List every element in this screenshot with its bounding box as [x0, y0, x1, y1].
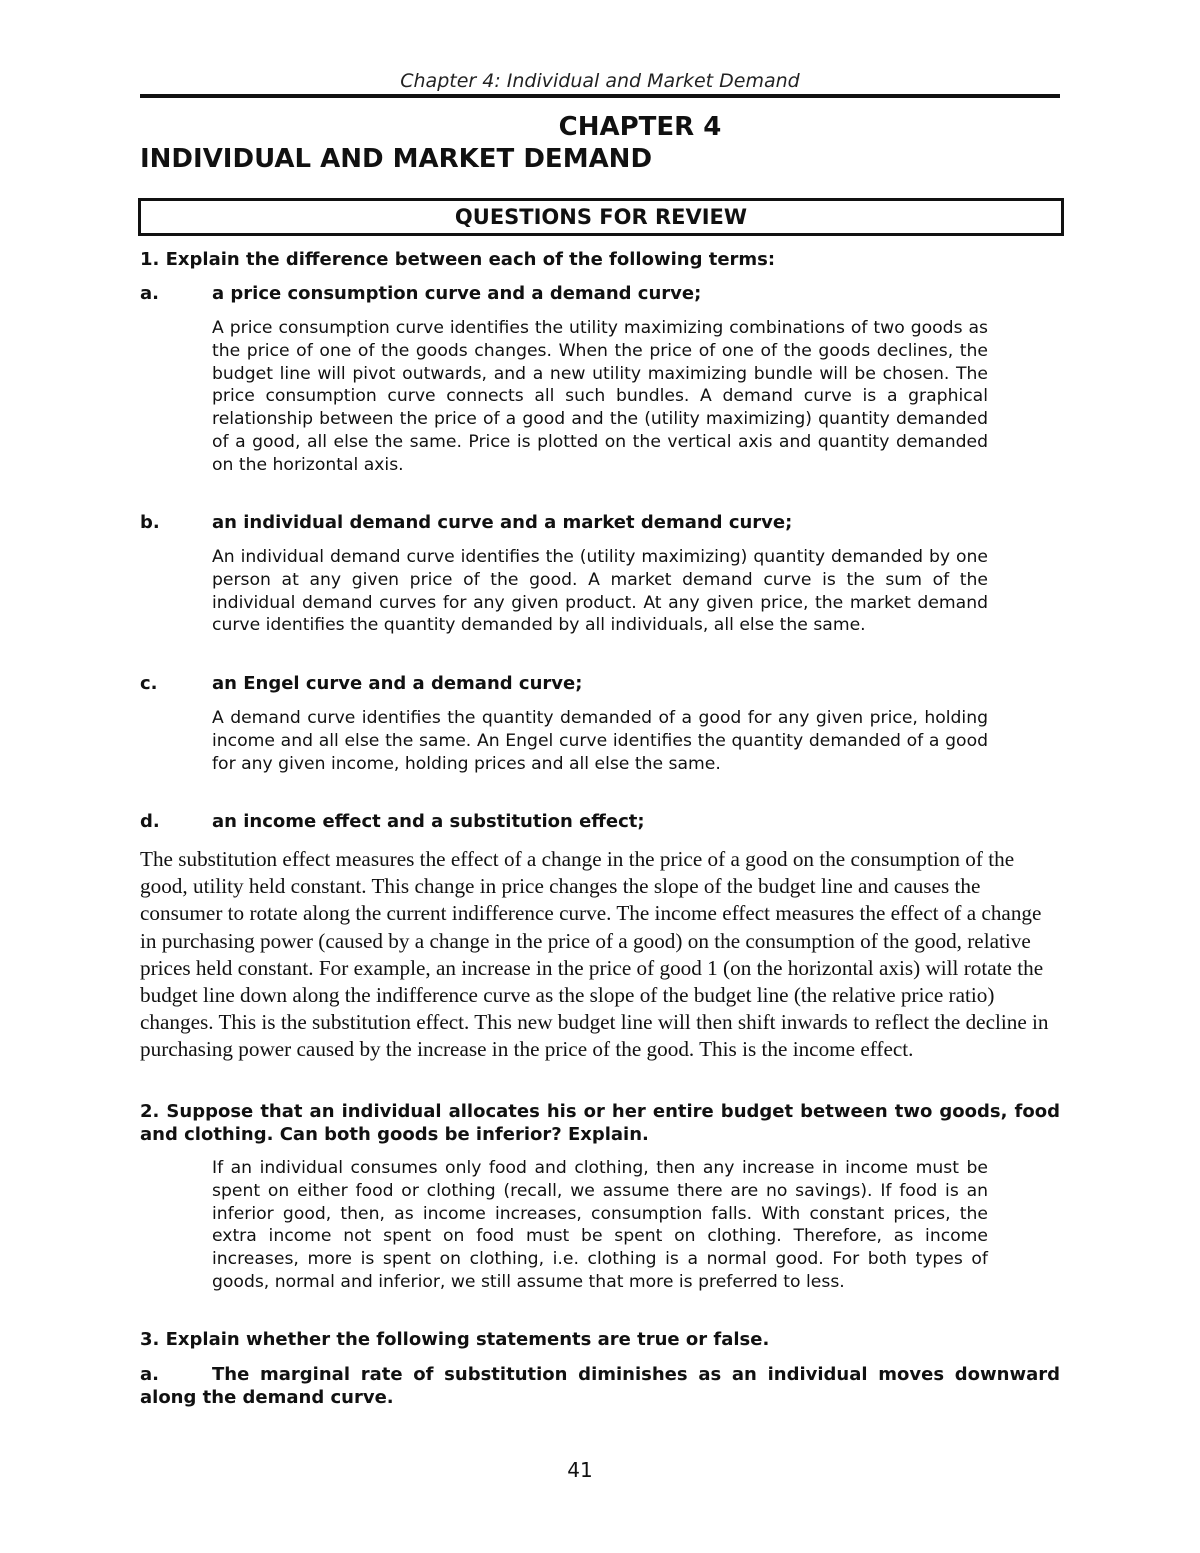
header-rule [140, 94, 1060, 98]
question-1d-prompt [140, 810, 1060, 833]
answer-1a: A price consumption curve identifies the utility maximizing combinations of two goods as the price of one of the goods changes. When the price of one of the goods declines, the budget line will pivot outwards, and a new utility maximizing bundle will be chosen. The price consumption curve connects all such bundles. A demand curve is a graphical relationship between the price of a good and the (utility maximizing) quantity demanded of a good, all else the same. Price is plotted on the vertical axis and quantity demanded on the horizontal axis. [212, 318, 988, 475]
question-1: 1. Explain the difference between each of the following terms: [140, 249, 776, 270]
question-1c-letter: c. [140, 673, 158, 694]
question-1b-letter: b. [140, 512, 160, 533]
question-1b-text: an individual demand curve and a market demand curve; [212, 512, 793, 533]
question-3: 3. Explain whether the following statements are true or false. [140, 1329, 770, 1350]
question-1d-letter: d. [140, 811, 160, 832]
question-1c-prompt [140, 672, 1060, 695]
question-1a-letter: a. [140, 283, 159, 304]
question-1a-prompt [140, 282, 1060, 305]
chapter-number: CHAPTER 4 [558, 112, 722, 142]
question-1d-text: an income effect and a substitution effect; [212, 811, 645, 832]
page-number: 41 [567, 1458, 593, 1482]
question-3a-prompt [140, 1363, 1060, 1409]
running-header: Chapter 4: Individual and Market Demand [400, 70, 800, 92]
question-3a-text: The marginal rate of substitution diminishes as an individual moves downward along the demand curve. [140, 1364, 1060, 1408]
answer-1c: A demand curve identifies the quantity demanded of a good for any given price, holding income and all else the same. An Engel curve identifies the quantity demanded of a good for any given income, holding prices and all else the same. [212, 708, 988, 774]
chapter-title: INDIVIDUAL AND MARKET DEMAND [140, 144, 653, 174]
question-1c-text: an Engel curve and a demand curve; [212, 673, 583, 694]
answer-1d: The substitution effect measures the effect of a change in the price of a good on the consumption of the good, utility held constant. This change in price changes the slope of the budget line and causes the consumer to rotate along the current indifference curve. The income effect measures the effect of a change in purchasing power (caused by a change in the price of a good) on the consumption of the good, relative prices held constant. For example, an increase in the price of good 1 (on the horizontal axis) will rotate the budget line down along the indifference curve as the slope of the budget line (the relative price ratio) changes. This is the substitution effect. This new budget line will then shift inwards to reflect the decline in purchasing power caused by the increase in the price of the good. This is the income effect. [140, 847, 1049, 1062]
answer-2: If an individual consumes only food and clothing, then any increase in income must be spent on either food or clothing (recall, we assume there are no savings). If food is an inferior good, then, as income increases, consumption falls. With constant prices, the extra income not spent on food must be spent on clothing. Therefore, as income increases, more is spent on clothing, i.e. clothing is a normal good. For both types of goods, normal and inferior, we still assume that more is preferred to less. [212, 1158, 988, 1292]
question-2: 2. Suppose that an individual allocates his or her entire budget between two goods, food and clothing. Can both goods be inferior? Explain. [140, 1101, 1060, 1145]
question-1a-text: a price consumption curve and a demand curve; [212, 283, 702, 304]
question-1b-prompt [140, 511, 1060, 534]
answer-1b: An individual demand curve identifies the (utility maximizing) quantity demanded by one person at any given price of the good. A market demand curve is the sum of the individual demand curves for any given product. At any given price, the market demand curve identifies the quantity demanded by all individuals, all else the same. [212, 547, 988, 636]
question-3a-letter: a. [140, 1364, 159, 1385]
section-heading: QUESTIONS FOR REVIEW [138, 198, 1064, 236]
